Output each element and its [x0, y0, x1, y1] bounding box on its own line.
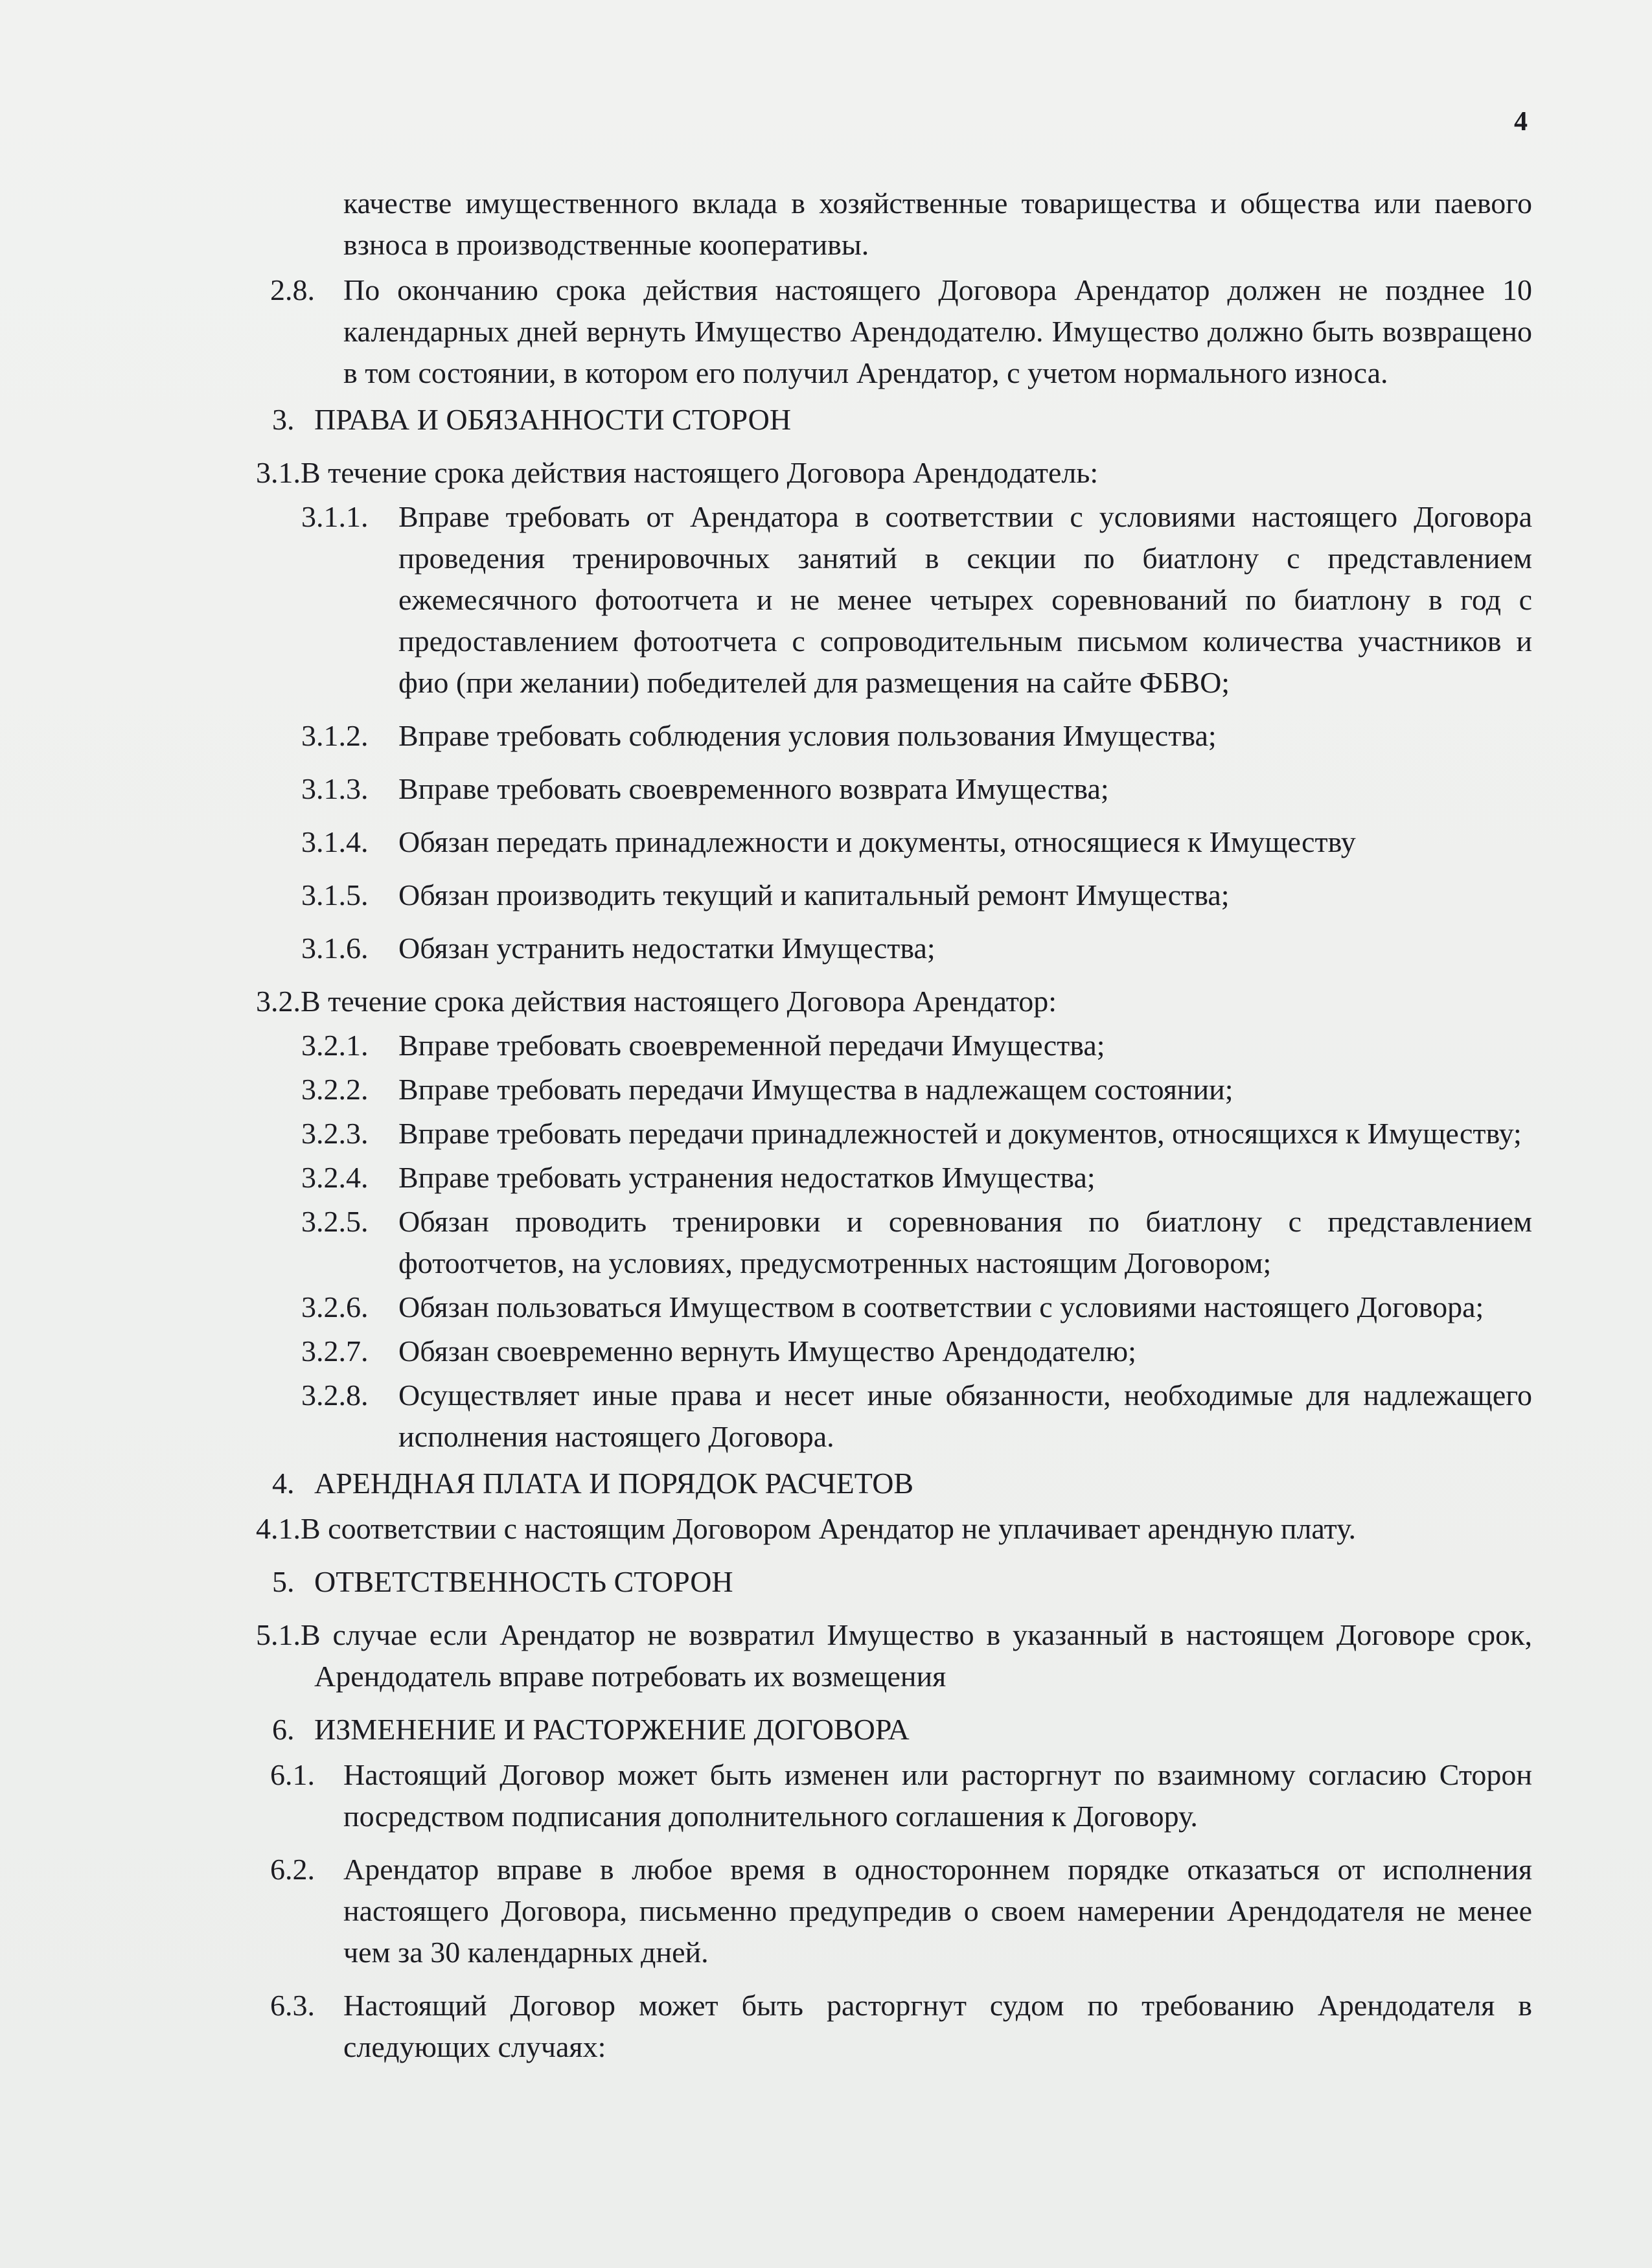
clause-paragraph: [256, 1331, 1532, 1372]
clause-paragraph: [256, 1069, 1532, 1110]
clause-number: 3.2.8.: [301, 1379, 369, 1412]
clause-text: Обязан производить текущий и капитальный ремонт Имущества;: [398, 878, 1230, 911]
clause-text: Настоящий Договор может быть изменен или расторгнут по взаимному согласию Сторон посредством подписания дополнительного соглашения к Договору.: [343, 1758, 1532, 1833]
clause-paragraph: [256, 928, 1532, 969]
clause-paragraph: [256, 1375, 1532, 1458]
section-heading: [256, 1561, 1532, 1603]
clause-paragraph: [256, 1201, 1532, 1284]
subsection-intro: [256, 1508, 1532, 1550]
clause-paragraph: [256, 1614, 1532, 1697]
clause-number: 4.: [272, 1467, 295, 1500]
clause-text: 4.1.В соответствии с настоящим Договором Арендатор не уплачивает арендную плату.: [256, 1512, 1357, 1545]
clause-paragraph: [256, 875, 1532, 916]
clause-text: Обязан своевременно вернуть Имущество Арендодателю;: [398, 1334, 1136, 1368]
clause-text: Настоящий Договор может быть расторгнут судом по требованию Арендодателя в следующих случаях:: [343, 1989, 1532, 2063]
clause-number: 6.2.: [270, 1853, 315, 1886]
clause-number: 3.1.6.: [301, 932, 369, 965]
clause-text: Вправе требовать передачи принадлежностей и документов, относящихся к Имуществу;: [398, 1117, 1522, 1150]
clause-text: АРЕНДНАЯ ПЛАТА И ПОРЯДОК РАСЧЕТОВ: [314, 1467, 914, 1500]
clause-number: 3.2.6.: [301, 1290, 369, 1323]
clause-text: По окончанию срока действия настоящего Договора Арендатор должен не позднее 10 календарных дней вернуть Имущество Арендодателю. Имущество должно быть возвращено в том состоянии, в котором его получил Арендатор, с учетом нормального износа.: [343, 273, 1532, 389]
clause-paragraph: [256, 1025, 1532, 1066]
clause-text: Осуществляет иные права и несет иные обязанности, необходимые для надлежащего исполнения настоящего Договора.: [398, 1379, 1532, 1453]
clause-number: 3.2.7.: [301, 1334, 369, 1368]
section-heading: [256, 399, 1532, 441]
clause-number: 3.2.1.: [301, 1029, 369, 1062]
section-heading: [256, 1463, 1532, 1504]
clause-paragraph: [256, 1287, 1532, 1328]
clause-number: 3.2.2.: [301, 1073, 369, 1106]
clause-text: 5.1.В случае если Арендатор не возвратил Имущество в указанный в настоящем Договоре срок, Арендодатель вправе потребовать их возмещения: [256, 1618, 1532, 1693]
clause-number: 3.1.2.: [301, 719, 369, 752]
clause-paragraph: [256, 1157, 1532, 1198]
clause-number: 3.2.3.: [301, 1117, 369, 1150]
clause-number: 3.: [272, 403, 295, 436]
clause-number: 6.1.: [270, 1758, 315, 1791]
clause-paragraph: [256, 269, 1532, 394]
clause-paragraph: [256, 496, 1532, 704]
document-body: [256, 183, 1532, 2068]
clause-paragraph: [256, 821, 1532, 863]
clause-number: 6.: [272, 1713, 295, 1746]
clause-number: 3.1.5.: [301, 878, 369, 911]
clause-text: Арендатор вправе в любое время в одностороннем порядке отказаться от исполнения настоящего Договора, письменно предупредив о своем намерении Арендодателя не менее чем за 30 календарных дней.: [343, 1853, 1532, 1969]
continued-paragraph: [256, 183, 1532, 266]
clause-paragraph: [256, 1113, 1532, 1154]
clause-text: Обязан проводить тренировки и соревнования по биатлону с представлением фотоотчетов, на условиях, предусмотренных настоящим Договором;: [398, 1205, 1532, 1279]
clause-text: качестве имущественного вклада в хозяйственные товарищества и общества или паевого взноса в производственные кооперативы.: [343, 187, 1532, 261]
clause-text: Вправе требовать устранения недостатков Имущества;: [398, 1161, 1096, 1194]
subsection-intro: [256, 452, 1532, 494]
clause-text: Вправе требовать передачи Имущества в надлежащем состоянии;: [398, 1073, 1233, 1106]
clause-text: Вправе требовать от Арендатора в соответствии с условиями настоящего Договора проведения тренировочных занятий в секции по биатлону с представлением ежемесячного фотоотчета и не менее четырех соревнований по биатлону в год с предоставлением фотоотчета с сопроводительным письмом количества участников и фио (при желании) победителей для размещения на сайте ФБВО;: [398, 500, 1532, 699]
clause-text: Обязан передать принадлежности и документы, относящиеся к Имуществу: [398, 825, 1356, 858]
clause-number: 3.1.4.: [301, 825, 369, 858]
clause-text: ИЗМЕНЕНИЕ И РАСТОРЖЕНИЕ ДОГОВОРА: [314, 1713, 910, 1746]
clause-number: 3.1.1.: [301, 500, 369, 533]
clause-number: 3.2.5.: [301, 1205, 369, 1238]
section-heading: [256, 1709, 1532, 1750]
clause-number: 6.3.: [270, 1989, 315, 2022]
clause-text: Обязан устранить недостатки Имущества;: [398, 932, 935, 965]
clause-paragraph: [256, 715, 1532, 757]
clause-text: ПРАВА И ОБЯЗАННОСТИ СТОРОН: [314, 403, 792, 436]
clause-text: 3.2.В течение срока действия настоящего Договора Арендатор:: [256, 985, 1057, 1018]
clause-number: 3.1.3.: [301, 772, 369, 805]
clause-number: 3.2.4.: [301, 1161, 369, 1194]
clause-paragraph: [256, 1849, 1532, 1973]
clause-number: 5.: [272, 1565, 295, 1598]
clause-text: Вправе требовать соблюдения условия пользования Имущества;: [398, 719, 1217, 752]
subsection-intro: [256, 981, 1532, 1022]
clause-text: ОТВЕТСТВЕННОСТЬ СТОРОН: [314, 1565, 733, 1598]
clause-paragraph: [256, 1985, 1532, 2068]
clause-paragraph: [256, 1754, 1532, 1837]
page-number: 4: [1514, 107, 1528, 137]
clause-text: Вправе требовать своевременной передачи Имущества;: [398, 1029, 1105, 1062]
clause-paragraph: [256, 768, 1532, 810]
clause-text: 3.1.В течение срока действия настоящего Договора Арендодатель:: [256, 456, 1099, 489]
clause-text: Обязан пользоваться Имуществом в соответствии с условиями настоящего Договора;: [398, 1290, 1484, 1323]
clause-text: Вправе требовать своевременного возврата Имущества;: [398, 772, 1109, 805]
clause-number: 2.8.: [270, 273, 315, 306]
